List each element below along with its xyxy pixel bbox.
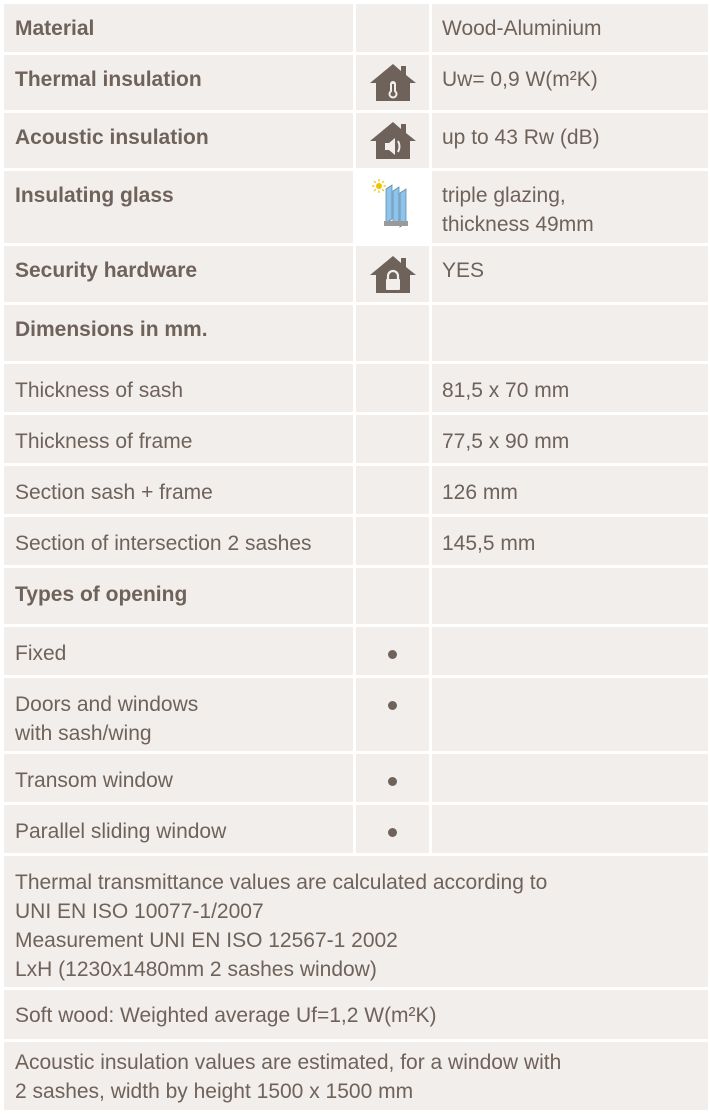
- note-thermal-transmittance: [4, 856, 708, 987]
- row-label: Section of intersection 2 sashes: [4, 517, 353, 565]
- row-value: [432, 805, 708, 853]
- table-row-types-of-opening-header: [4, 568, 708, 624]
- row-label: Section sash + frame: [4, 466, 353, 514]
- row-label: Acoustic insulation: [4, 113, 353, 168]
- note-line: 2 sashes, width by height 1500 x 1500 mm: [15, 1080, 414, 1103]
- label-line: Doors and windows: [15, 693, 199, 716]
- section-heading: Types of opening: [4, 568, 353, 624]
- table-row-parallel-sliding-window: [4, 805, 708, 853]
- icon-cell: [356, 4, 429, 52]
- row-label: Thickness of sash: [4, 364, 353, 412]
- row-label: Insulating glass: [4, 171, 353, 243]
- note-text: Soft wood: Weighted average Uf=1,2 W(m²K): [4, 990, 708, 1039]
- note-text: [4, 856, 708, 987]
- specifications-table: [4, 4, 708, 1113]
- note-line: Measurement UNI EN ISO 12567-1 2002: [15, 929, 398, 952]
- note-acoustic-insulation: [4, 1042, 708, 1110]
- row-value: Wood-Aluminium: [432, 4, 708, 52]
- thermometer-house-icon: [368, 61, 418, 105]
- row-label: Fixed: [4, 627, 353, 675]
- note-text: [4, 1042, 708, 1110]
- table-row-section-sash-frame: [4, 466, 708, 514]
- row-label: Thickness of frame: [4, 415, 353, 463]
- row-label: Transom window: [4, 754, 353, 802]
- table-row-security-hardware: [4, 246, 708, 302]
- bullet-dot-icon: [388, 650, 397, 659]
- icon-cell: [356, 113, 429, 168]
- label-line: with sash/wing: [15, 722, 152, 745]
- note-line: LxH (1230x1480mm 2 sashes window): [15, 958, 377, 981]
- note-soft-wood: [4, 990, 708, 1039]
- table-row-thermal-insulation: [4, 55, 708, 110]
- icon-cell: [356, 754, 429, 802]
- lock-house-icon: [368, 253, 418, 297]
- section-heading: Dimensions in mm.: [4, 305, 353, 361]
- note-line: UNI EN ISO 10077-1/2007: [15, 900, 264, 923]
- icon-cell: [356, 627, 429, 675]
- icon-cell: [356, 517, 429, 565]
- row-value: [432, 678, 708, 751]
- row-label: [4, 678, 353, 751]
- table-row-doors-and-windows: [4, 678, 708, 751]
- value-line: thickness 49mm: [442, 213, 594, 236]
- table-row-section-of-intersection: [4, 517, 708, 565]
- row-value: YES: [432, 246, 708, 302]
- bullet-dot-icon: [388, 777, 397, 786]
- row-label: Security hardware: [4, 246, 353, 302]
- speaker-house-icon: [368, 119, 418, 163]
- row-value: [432, 305, 708, 361]
- note-line: Acoustic insulation values are estimated, for a window with: [15, 1051, 562, 1074]
- row-value: 126 mm: [432, 466, 708, 514]
- note-line: Thermal transmittance values are calculated according to: [15, 871, 548, 894]
- table-row-thickness-of-frame: [4, 415, 708, 463]
- row-value: Uw= 0,9 W(m²K): [432, 55, 708, 110]
- icon-cell: [356, 171, 429, 243]
- row-value: [432, 568, 708, 624]
- table-row-acoustic-insulation: [4, 113, 708, 168]
- table-row-thickness-of-sash: [4, 364, 708, 412]
- value-line: triple glazing,: [442, 184, 566, 207]
- bullet-dot-icon: [388, 701, 397, 710]
- row-value: [432, 171, 708, 243]
- icon-cell: [356, 305, 429, 361]
- row-value: [432, 754, 708, 802]
- icon-cell: [356, 246, 429, 302]
- icon-cell: [356, 55, 429, 110]
- row-value: up to 43 Rw (dB): [432, 113, 708, 168]
- table-row-insulating-glass: [4, 171, 708, 243]
- table-row-transom-window: [4, 754, 708, 802]
- icon-cell: [356, 568, 429, 624]
- row-value: 145,5 mm: [432, 517, 708, 565]
- icon-cell: [356, 466, 429, 514]
- row-value: 77,5 x 90 mm: [432, 415, 708, 463]
- row-label: Parallel sliding window: [4, 805, 353, 853]
- icon-cell: [356, 415, 429, 463]
- row-value: 81,5 x 70 mm: [432, 364, 708, 412]
- triple-glazing-icon: [370, 177, 416, 233]
- table-row-material: [4, 4, 708, 52]
- row-label: Thermal insulation: [4, 55, 353, 110]
- table-row-dimensions-header: [4, 305, 708, 361]
- table-row-fixed: [4, 627, 708, 675]
- bullet-dot-icon: [388, 828, 397, 837]
- icon-cell: [356, 364, 429, 412]
- row-value: [432, 627, 708, 675]
- row-label: Material: [4, 4, 353, 52]
- icon-cell: [356, 678, 429, 751]
- icon-cell: [356, 805, 429, 853]
